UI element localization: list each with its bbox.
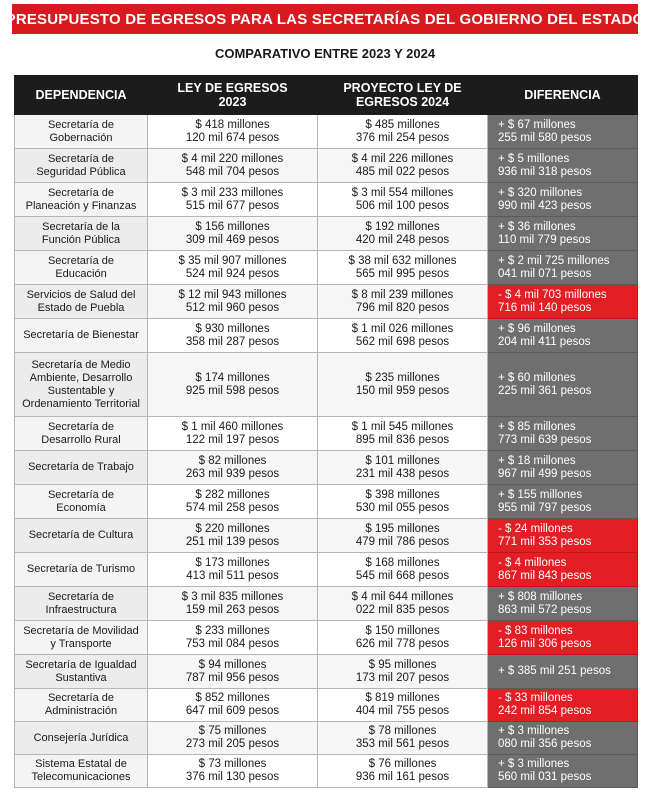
proyecto-2024-cell [318,319,488,353]
dependencia-cell-line: Secretaría de Medio [31,358,131,371]
diferencia-cell [488,451,638,485]
diferencia-cell [488,353,638,417]
diferencia-cell-line: 990 mil 423 pesos [498,199,592,212]
page-title: PRESUPUESTO DE EGRESOS PARA LAS SECRETARÍAS DEL GOBIERNO DEL ESTADO [12,4,638,34]
ley-2023-cell-line: $ 282 millones [195,488,270,501]
diferencia-cell [488,587,638,621]
diferencia-cell [488,655,638,689]
proyecto-2024-cell-line: 626 mil 778 pesos [355,637,450,650]
table-row [15,689,638,722]
dependencia-cell-line: Consejería Jurídica [33,731,129,744]
table-header [15,76,638,115]
proyecto-2024-cell-line: $ 819 millones [365,692,440,704]
table-row [15,183,638,217]
ley-2023-cell-line: 120 mil 674 pesos [185,131,280,144]
proyecto-2024-cell [318,451,488,485]
proyecto-2024-cell [318,183,488,217]
ley-2023-cell-line: 647 mil 609 pesos [185,705,280,717]
diferencia-cell-line: 955 mil 797 pesos [498,501,592,514]
dependencia-cell [15,689,148,722]
dependencia-cell-line: Secretaría de [47,254,115,267]
diferencia-cell [488,115,638,149]
dependencia-cell [15,587,148,621]
diferencia-cell-line: 771 mil 353 pesos [498,535,592,548]
diferencia-cell-line: + $ 67 millones [498,118,576,131]
ley-2023-cell-line: 122 mil 197 pesos [185,433,280,446]
proyecto-2024-cell [318,115,488,149]
ley-2023-cell [148,217,318,251]
ley-2023-cell-line: 787 mil 956 pesos [185,671,280,684]
proyecto-2024-cell-line: $ 3 mil 554 millones [351,186,454,199]
ley-2023-cell-line: $ 75 millones [198,725,267,737]
proyecto-2024-cell-line: 796 mil 820 pesos [355,301,450,314]
ley-2023-cell-line: 358 mil 287 pesos [185,335,280,348]
ley-2023-cell-line: $ 3 mil 835 millones [181,590,284,603]
proyecto-2024-cell [318,553,488,587]
proyecto-2024-cell-line: 506 mil 100 pesos [355,199,450,212]
proyecto-2024-cell [318,655,488,689]
dependencia-cell [15,285,148,319]
ley-2023-cell-line: 548 mil 704 pesos [185,165,280,178]
proyecto-2024-cell-line: $ 235 millones [365,371,440,384]
ley-2023-cell-line: 574 mil 258 pesos [185,501,280,514]
proyecto-2024-cell-line: 173 mil 207 pesos [355,671,450,684]
ley-2023-cell-line: $ 3 mil 233 millones [181,186,284,199]
proyecto-2024-cell-line: $ 78 millones [368,725,437,737]
ley-2023-cell-line: 309 mil 469 pesos [185,233,280,246]
table-body [15,115,638,788]
diferencia-cell-line: + $ 3 millones [498,725,570,737]
proyecto-2024-cell [318,417,488,451]
diferencia-cell-line: 560 mil 031 pesos [498,771,592,783]
diferencia-cell [488,217,638,251]
ley-2023-cell [148,655,318,689]
diferencia-cell [488,722,638,755]
ley-2023-cell-line: 251 mil 139 pesos [185,535,280,548]
diferencia-cell-line: 255 mil 580 pesos [498,131,592,144]
budget-table [14,75,638,788]
table-row [15,553,638,587]
dependencia-cell-line: Economía [56,501,106,514]
proyecto-2024-cell-line: 420 mil 248 pesos [355,233,450,246]
proyecto-2024-cell [318,587,488,621]
ley-2023-cell-line: $ 233 millones [195,624,270,637]
diferencia-cell [488,689,638,722]
proyecto-2024-cell [318,251,488,285]
ley-2023-cell-line: 753 mil 084 pesos [185,637,280,650]
ley-2023-cell [148,115,318,149]
dependencia-cell-line: Desarrollo Rural [41,433,121,446]
dependencia-cell-line: Secretaría de [47,152,115,165]
diferencia-cell-line: + $ 3 millones [498,758,570,770]
dependencia-cell [15,183,148,217]
table-row [15,655,638,689]
dependencia-cell-line: Sistema Estatal de [35,758,127,770]
proyecto-2024-cell-line: $ 101 millones [365,454,440,467]
diferencia-cell-line: + $ 2 mil 725 millones [498,254,610,267]
header-diferencia: DIFERENCIA [488,76,638,115]
diferencia-cell [488,553,638,587]
ley-2023-cell [148,755,318,788]
proyecto-2024-cell-line: $ 192 millones [365,220,440,233]
dependencia-cell [15,655,148,689]
proyecto-2024-cell-line: $ 4 mil 644 millones [351,590,454,603]
dependencia-cell-line: Ordenamiento Territorial [22,397,140,410]
diferencia-cell-line: + $ 320 millones [498,186,583,199]
dependencia-cell [15,251,148,285]
proyecto-2024-cell-line: 895 mil 836 pesos [355,433,450,446]
dependencia-cell-line: Secretaría de Igualdad [25,658,137,671]
dependencia-cell-line: Secretaría de Bienestar [23,329,139,341]
proyecto-2024-cell-line: 485 mil 022 pesos [355,165,450,178]
ley-2023-cell [148,722,318,755]
header-dependencia: DEPENDENCIA [15,76,148,115]
table-row [15,115,638,149]
table-row [15,587,638,621]
header-proyecto-line1: PROYECTO LEY DE [343,81,462,95]
dependencia-cell-line: Secretaría de la [42,220,120,233]
ley-2023-cell-line: 263 mil 939 pesos [185,467,280,480]
ley-2023-cell [148,183,318,217]
dependencia-cell [15,451,148,485]
proyecto-2024-cell [318,217,488,251]
dependencia-cell-line: Sustentable y [47,384,115,397]
proyecto-2024-cell-line: $ 485 millones [365,118,440,131]
ley-2023-cell [148,485,318,519]
diferencia-cell-line: 204 mil 411 pesos [498,335,591,348]
diferencia-cell-line: - $ 4 mil 703 millones [498,288,607,301]
diferencia-cell-line: 867 mil 843 pesos [498,569,592,582]
dependencia-cell-line: y Transporte [50,637,112,650]
diferencia-cell-line: + $ 5 millones [498,152,570,165]
diferencia-cell [488,319,638,353]
proyecto-2024-cell [318,689,488,722]
dependencia-cell-line: Secretaría de Movilidad [23,624,139,637]
ley-2023-cell-line: $ 35 mil 907 millones [178,254,287,267]
dependencia-cell [15,115,148,149]
diferencia-cell [488,183,638,217]
proyecto-2024-cell-line: $ 1 mil 545 millones [351,420,454,433]
ley-2023-cell-line: 515 mil 677 pesos [185,199,280,212]
ley-2023-cell [148,319,318,353]
proyecto-2024-cell-line: $ 398 millones [365,488,440,501]
ley-2023-cell [148,353,318,417]
proyecto-2024-cell-line: $ 195 millones [365,522,440,535]
diferencia-cell-line: - $ 33 millones [498,692,573,704]
dependencia-cell [15,353,148,417]
dependencia-cell [15,319,148,353]
proyecto-2024-cell-line: $ 38 mil 632 millones [348,254,457,267]
diferencia-cell-line: + $ 18 millones [498,454,576,467]
diferencia-cell [488,755,638,788]
diferencia-cell [488,149,638,183]
proyecto-2024-cell [318,485,488,519]
diferencia-cell-line: - $ 83 millones [498,624,573,637]
header-ley-line2: 2023 [218,95,247,109]
diferencia-cell [488,621,638,655]
proyecto-2024-cell-line: $ 4 mil 226 millones [351,152,454,165]
diferencia-cell-line: - $ 24 millones [498,522,573,535]
diferencia-cell-line: 936 mil 318 pesos [498,165,592,178]
table-row [15,319,638,353]
dependencia-cell-line: Secretaría de [47,186,115,199]
header-proyecto-2024 [318,76,488,115]
dependencia-cell [15,417,148,451]
proyecto-2024-cell-line: 353 mil 561 pesos [355,738,450,750]
table-row [15,451,638,485]
diferencia-cell-line: 110 mil 779 pesos [498,233,591,246]
ley-2023-cell [148,251,318,285]
ley-2023-cell [148,689,318,722]
ley-2023-cell-line: 376 mil 130 pesos [185,771,280,783]
diferencia-cell-line: + $ 155 millones [498,488,583,501]
ley-2023-cell-line: $ 73 millones [198,758,267,770]
dependencia-cell-line: Sustantiva [55,671,107,684]
ley-2023-cell-line: $ 174 millones [195,371,270,384]
diferencia-cell-line: 716 mil 140 pesos [498,301,592,314]
table-row [15,722,638,755]
proyecto-2024-cell [318,722,488,755]
dependencia-cell [15,485,148,519]
proyecto-2024-cell-line: 150 mil 959 pesos [355,384,450,397]
diferencia-cell-line: 967 mil 499 pesos [498,467,592,480]
ley-2023-cell-line: 413 mil 511 pesos [186,569,279,582]
dependencia-cell-line: Secretaría de [47,420,115,433]
proyecto-2024-cell-line: 530 mil 055 pesos [355,501,450,514]
dependencia-cell-line: Secretaría de [47,488,115,501]
dependencia-cell-line: Secretaría de [47,118,115,131]
proyecto-2024-cell-line: 231 mil 438 pesos [355,467,450,480]
ley-2023-cell-line: 159 mil 263 pesos [185,603,280,616]
diferencia-cell-line: 080 mil 356 pesos [498,738,592,750]
ley-2023-cell-line: 273 mil 205 pesos [185,738,280,750]
table-row [15,217,638,251]
table-row [15,485,638,519]
header-ley-line1: LEY DE EGRESOS [177,81,288,95]
proyecto-2024-cell-line: 545 mil 668 pesos [355,569,450,582]
proyecto-2024-cell-line: $ 8 mil 239 millones [351,288,454,301]
ley-2023-cell [148,285,318,319]
dependencia-cell-line: Secretaría de Turismo [26,563,136,575]
diferencia-cell [488,285,638,319]
table-row [15,285,638,319]
ley-2023-cell [148,417,318,451]
dependencia-cell-line: Seguridad Pública [36,165,126,178]
proyecto-2024-cell [318,519,488,553]
proyecto-2024-cell-line: 565 mil 995 pesos [355,267,450,280]
diferencia-cell-line: + $ 385 mil 251 pesos [498,665,611,677]
ley-2023-cell-line: $ 82 millones [198,454,267,467]
diferencia-cell-line: 863 mil 572 pesos [498,603,592,616]
ley-2023-cell-line: $ 418 millones [195,118,270,131]
proyecto-2024-cell-line: 376 mil 254 pesos [355,131,450,144]
diferencia-cell-line: + $ 36 millones [498,220,576,233]
proyecto-2024-cell-line: $ 168 millones [365,556,440,569]
page-subtitle: COMPARATIVO ENTRE 2023 Y 2024 [214,46,436,61]
proyecto-2024-cell-line: $ 76 millones [368,758,437,770]
proyecto-2024-cell-line: $ 150 millones [365,624,440,637]
ley-2023-cell [148,621,318,655]
ley-2023-cell [148,519,318,553]
dependencia-cell-line: Función Pública [41,233,121,246]
proyecto-2024-cell [318,285,488,319]
ley-2023-cell [148,149,318,183]
ley-2023-cell-line: $ 94 millones [198,658,267,671]
ley-2023-cell-line: $ 173 millones [195,556,270,569]
dependencia-cell-line: Educación [55,267,107,280]
diferencia-cell [488,485,638,519]
header-proyecto-line2: EGRESOS 2024 [355,95,450,109]
dependencia-cell-line: Planeación y Finanzas [25,199,137,212]
budget-table-container [14,75,637,788]
diferencia-cell-line: 041 mil 071 pesos [498,267,592,280]
table-row [15,353,638,417]
table-row [15,755,638,788]
diferencia-cell-line: 773 mil 639 pesos [498,433,592,446]
diferencia-cell-line: + $ 60 millones [498,371,576,384]
ley-2023-cell-line: $ 156 millones [195,220,270,233]
diferencia-cell-line: + $ 808 millones [498,590,583,603]
proyecto-2024-cell-line: 479 mil 786 pesos [355,535,450,548]
ley-2023-cell-line: $ 930 millones [195,322,270,335]
proyecto-2024-cell-line: $ 1 mil 026 millones [351,322,454,335]
dependencia-cell-line: Gobernación [49,131,113,144]
dependencia-cell-line: Ambiente, Desarrollo [29,371,133,384]
header-ley-egresos-2023 [148,76,318,115]
dependencia-cell-line: Infraestructura [45,603,117,616]
dependencia-cell [15,217,148,251]
proyecto-2024-cell-line: $ 95 millones [368,658,437,671]
ley-2023-cell-line: $ 1 mil 460 millones [181,420,284,433]
table-row [15,251,638,285]
table-row [15,417,638,451]
diferencia-cell-line: 126 mil 306 pesos [498,637,592,650]
ley-2023-cell [148,587,318,621]
dependencia-cell [15,519,148,553]
table-row [15,149,638,183]
diferencia-cell-line: + $ 85 millones [498,420,576,433]
dependencia-cell [15,553,148,587]
diferencia-cell [488,519,638,553]
ley-2023-cell-line: $ 852 millones [195,692,270,704]
ley-2023-cell-line: $ 220 millones [195,522,270,535]
dependencia-cell-line: Telecomunicaciones [31,771,131,783]
dependencia-cell-line: Administración [44,705,118,717]
proyecto-2024-cell [318,755,488,788]
proyecto-2024-cell [318,353,488,417]
diferencia-cell-line: 225 mil 361 pesos [498,384,592,397]
table-row [15,519,638,553]
table-row [15,621,638,655]
proyecto-2024-cell-line: 022 mil 835 pesos [355,603,450,616]
diferencia-cell [488,251,638,285]
proyecto-2024-cell [318,621,488,655]
proyecto-2024-cell-line: 404 mil 755 pesos [355,705,450,717]
dependencia-cell-line: Estado de Puebla [37,301,125,314]
diferencia-cell-line: 242 mil 854 pesos [498,705,592,717]
dependencia-cell [15,755,148,788]
dependencia-cell [15,621,148,655]
dependencia-cell [15,149,148,183]
diferencia-cell-line: + $ 96 millones [498,322,576,335]
diferencia-cell [488,417,638,451]
dependencia-cell [15,722,148,755]
dependencia-cell-line: Secretaría de [47,692,115,704]
proyecto-2024-cell-line: 562 mil 698 pesos [355,335,450,348]
dependencia-cell-line: Secretaría de Cultura [28,529,134,541]
dependencia-cell-line: Servicios de Salud del [26,288,136,301]
ley-2023-cell-line: 512 mil 960 pesos [185,301,280,314]
ley-2023-cell-line: 524 mil 924 pesos [185,267,280,280]
ley-2023-cell-line: 925 mil 598 pesos [185,384,280,397]
proyecto-2024-cell [318,149,488,183]
ley-2023-cell [148,553,318,587]
ley-2023-cell-line: $ 4 mil 220 millones [181,152,284,165]
diferencia-cell-line: - $ 4 millones [498,556,567,569]
ley-2023-cell-line: $ 12 mil 943 millones [178,288,287,301]
dependencia-cell-line: Secretaría de [47,590,115,603]
dependencia-cell-line: Secretaría de Trabajo [28,461,134,473]
proyecto-2024-cell-line: 936 mil 161 pesos [355,771,450,783]
ley-2023-cell [148,451,318,485]
